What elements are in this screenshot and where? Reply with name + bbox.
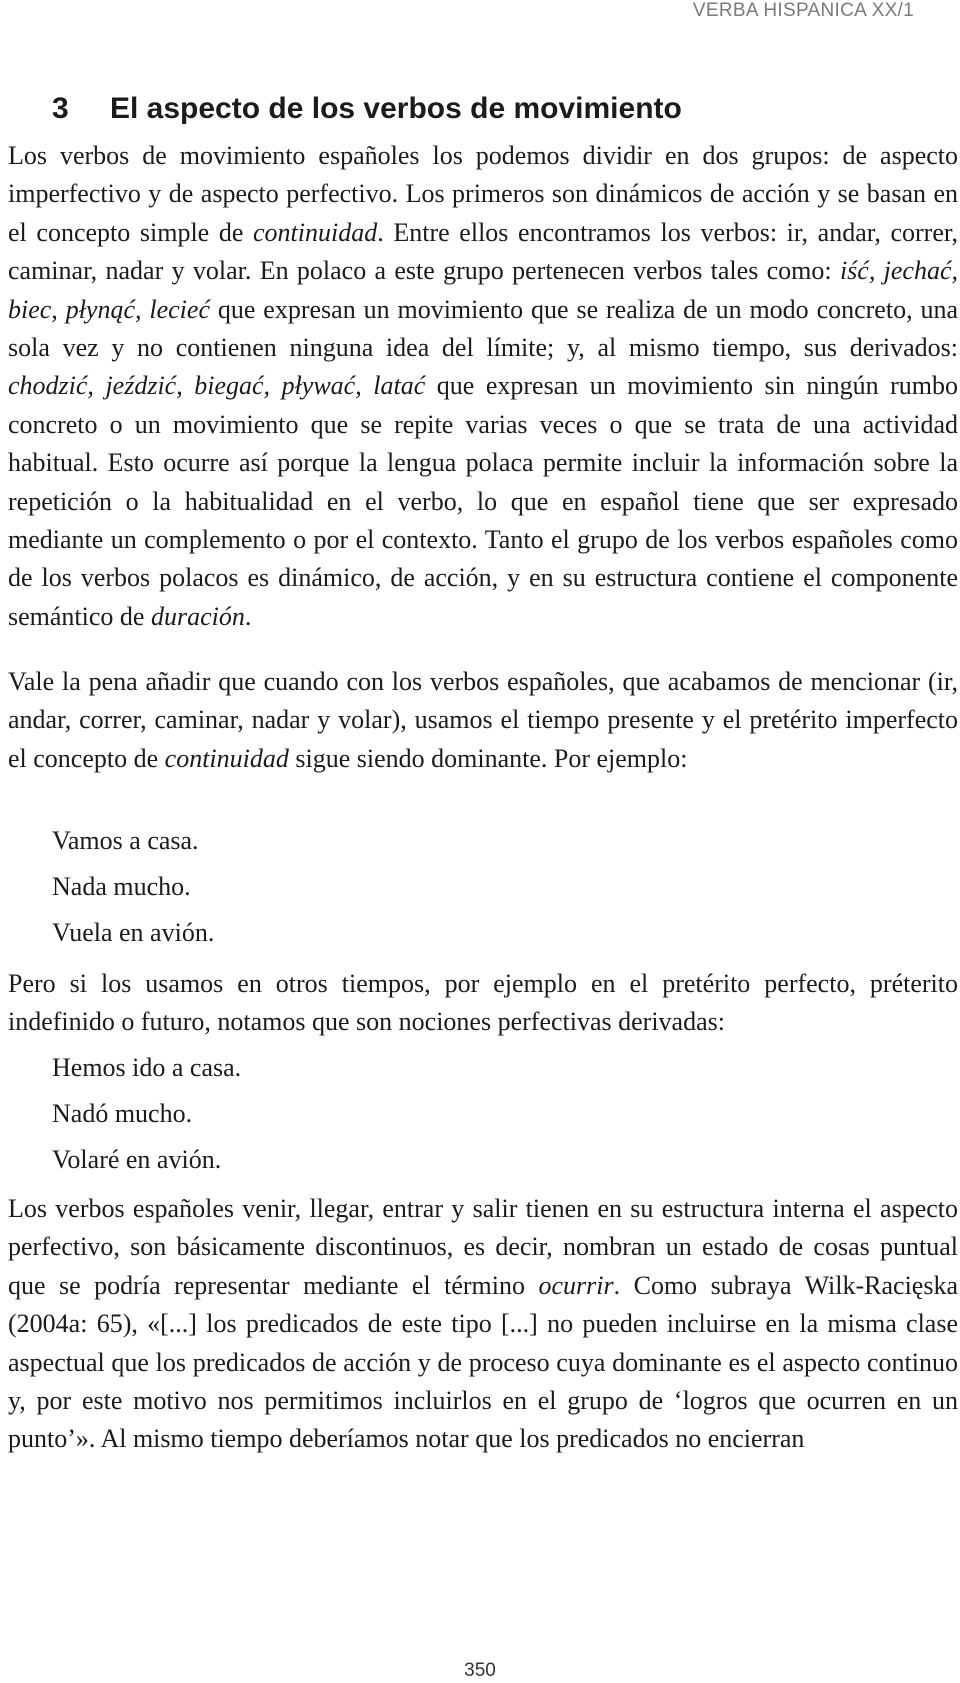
paragraph-1: [8, 137, 958, 636]
paragraph-1-text-e: .: [244, 601, 252, 631]
examples-list-1: [52, 818, 214, 956]
example-line: Volaré en avión.: [52, 1145, 222, 1174]
example-line: Hemos ido a casa.: [52, 1053, 242, 1082]
section-heading: [52, 92, 682, 126]
term-duracion: duración: [150, 601, 245, 631]
paragraph-1-text-a: Los verbos de movimiento españoles los podemos dividir en dos grupos: de aspecto imperfectivo y de aspecto perfectivo. Los primeros son dinámicos de acción y se basan en el concepto simple de: [8, 141, 958, 247]
example-line: Nadó mucho.: [52, 1099, 193, 1128]
paragraph-3: [8, 965, 958, 1042]
paragraph-4-text-b: . Como subraya Wilk-Racięska (2004a: 65), «[...] los predicados de este tipo [...] no pueden incluirse en la misma clase aspectual que los predicados de acción y de proceso cuya dominante es el aspecto continuo y, por este motivo nos permitimos incluirlos en el grupo de ‘logros que ocurren en un punto’». Al mismo tiempo deberíamos notar que los predicados no encierran: [8, 1270, 958, 1454]
paragraph-2: [8, 663, 958, 778]
paragraph-3-text: Pero si los usamos en otros tiempos, por ejemplo en el pretérito perfecto, préterito indefinido o futuro, notamos que son nociones perfectivas derivadas:: [8, 969, 958, 1037]
paragraph-1-text-b: . Entre ellos encontramos los verbos: ir, andar, correr, caminar, nadar y volar. En polaco a este grupo pertenecen verbos tales como:: [8, 217, 958, 286]
example-line: Vamos a casa.: [52, 826, 199, 855]
page-number: 350: [464, 1660, 496, 1681]
running-head: VERBA HISPANICA XX/1: [692, 0, 914, 21]
section-number: 3: [52, 92, 69, 125]
polish-verbs-determinate: iść, jechać, biec, płynąć, lecieć: [8, 256, 959, 324]
paragraph-4: [8, 1190, 958, 1459]
term-continuidad: continuidad: [253, 217, 378, 247]
example-line: Vuela en avión.: [52, 918, 215, 947]
paragraph-2-text-a: Vale la pena añadir que cuando con los verbos españoles, que acabamos de mencionar (ir, andar, correr, caminar, nadar y volar), usamos el tiempo presente y el pretérito imperfecto el concepto de: [8, 667, 958, 773]
section-title: El aspecto de los verbos de movimiento: [110, 92, 682, 125]
example-line: Nada mucho.: [52, 872, 191, 901]
term-ocurrir: ocurrir: [538, 1270, 614, 1300]
term-continuidad-2: continuidad: [164, 743, 289, 773]
polish-verbs-indeterminate: chodzić, jeździć, biegać, pływać, latać: [8, 371, 426, 401]
paragraph-1-text-c: que expresan un movimiento que se realiza de un modo concreto, una sola vez y no contienen ninguna idea del límite; y, al mismo tiempo, sus derivados:: [8, 294, 958, 363]
paragraph-4-text-a: Los verbos españoles venir, llegar, entrar y salir tienen en su estructura interna el aspecto perfectivo, son básicamente discontinuos, es decir, nombran un estado de cosas puntual que se podría representar mediante el término: [8, 1194, 958, 1300]
paragraph-2-text-b: sigue siendo dominante. Por ejemplo:: [288, 743, 688, 773]
paragraph-1-text-d: que expresan un movimiento sin ningún rumbo concreto o un movimiento que se repite varias veces o que se trata de una actividad habitual. Esto ocurre así porque la lengua polaca permite incluir la información sobre la repetición o la habitualidad en el verbo, lo que en español tiene que ser expresado mediante un complemento o por el contexto. Tanto el grupo de los verbos españoles como de los verbos polacos es dinámico, de acción, y en su estructura contiene el componente semántico de: [8, 371, 959, 631]
examples-list-2: [52, 1045, 241, 1183]
